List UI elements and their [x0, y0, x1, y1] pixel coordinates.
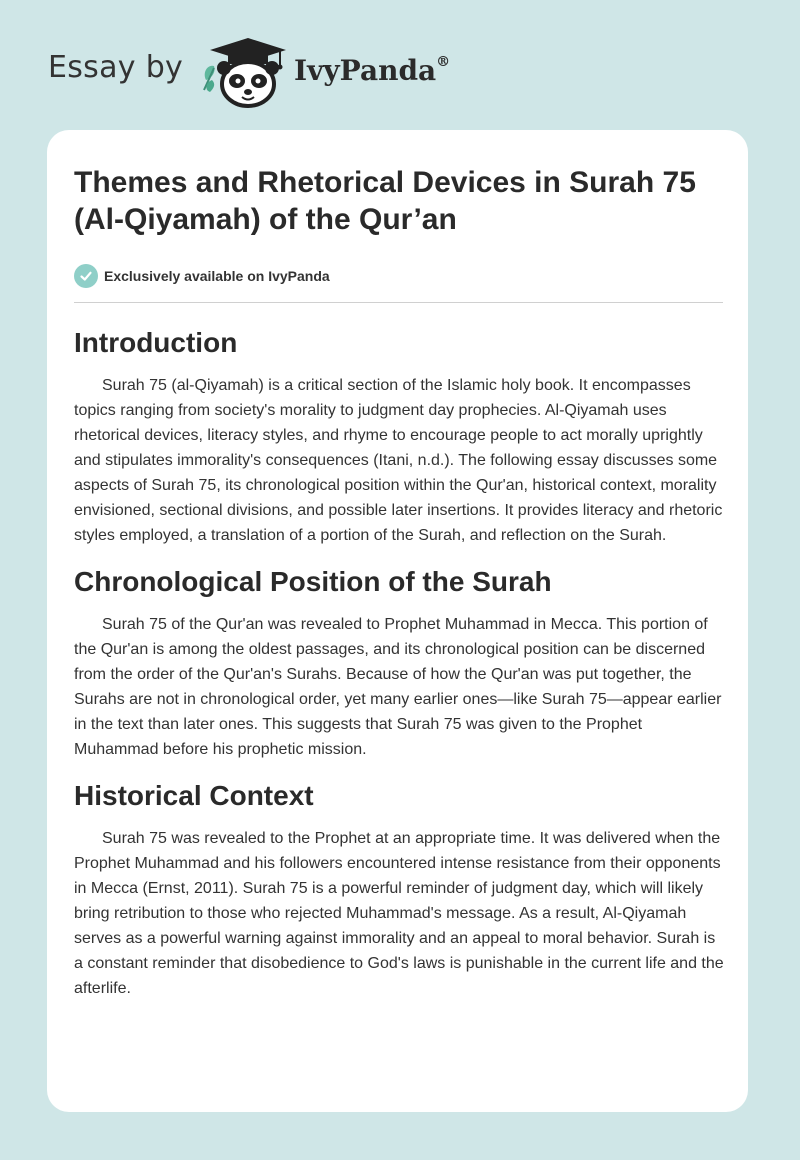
- brand-name: IvyPanda: [294, 54, 437, 87]
- essay-title: Themes and Rhetorical Devices in Surah 75 (Al-Qiyamah) of the Qur’an: [74, 166, 696, 236]
- essay-body: [74, 323, 724, 1015]
- exclusive-badge: [74, 264, 330, 288]
- section-paragraph-historical-context: Surah 75 was revealed to the Prophet at an appropriate time. It was delivered when the Prophet Muhammad and his followers encountered intense resistance from their opponents in Mecca (Ernst, 2011). Surah 75 is a powerful reminder of judgment day, which will likely bring retribution to those who rejected Muhammad's message. As a result, Al-Qiyamah serves as a powerful warning against immorality and an appeal to moral behavior. Surah is a constant reminder that disobedience to God's laws is punishable in the current life and the afterlife.: [74, 830, 724, 997]
- essay-card: [47, 130, 748, 1112]
- brand-logo[interactable]: [294, 54, 450, 87]
- check-circle-icon: [74, 264, 98, 288]
- site-header: [0, 0, 800, 128]
- divider: [74, 302, 723, 303]
- essay-by-label: Essay by: [48, 50, 184, 85]
- section-heading-chronological-position: Chronological Position of the Surah: [74, 566, 552, 597]
- section-paragraph-chronological-position: Surah 75 of the Qur'an was revealed to Prophet Muhammad in Mecca. This portion of the Qur'an is among the oldest passages, and its chronological position can be discerned from the order of the Qur'an's Surahs. Because of how the Qur'an was put together, the Surahs are not in chronological order, yet many earlier ones—like Surah 75—appear earlier in the text than later ones. This suggests that Surah 75 was given to the Prophet Muhammad before his prophetic mission.: [74, 616, 722, 758]
- registered-mark: ®: [436, 53, 451, 70]
- panda-graduate-icon[interactable]: [200, 36, 290, 108]
- section-heading-introduction: Introduction: [74, 327, 238, 358]
- badge-text: Exclusively available on IvyPanda: [104, 268, 330, 284]
- section-paragraph-introduction: Surah 75 (al-Qiyamah) is a critical section of the Islamic holy book. It encompasses topics ranging from society's morality to judgment day prophecies. Al-Qiyamah uses rhetorical devices, literacy styles, and rhyme to encourage people to act morally uprightly and stipulates immorality's consequences (Itani, n.d.). The following essay discusses some aspects of Surah 75, its chronological position within the Qur'an, historical context, morality envisioned, sectional divisions, and possible later insertions. It provides literacy and rhetoric styles employed, a translation of a portion of the Surah, and reflection on the Surah.: [74, 377, 723, 544]
- section-heading-historical-context: Historical Context: [74, 780, 314, 811]
